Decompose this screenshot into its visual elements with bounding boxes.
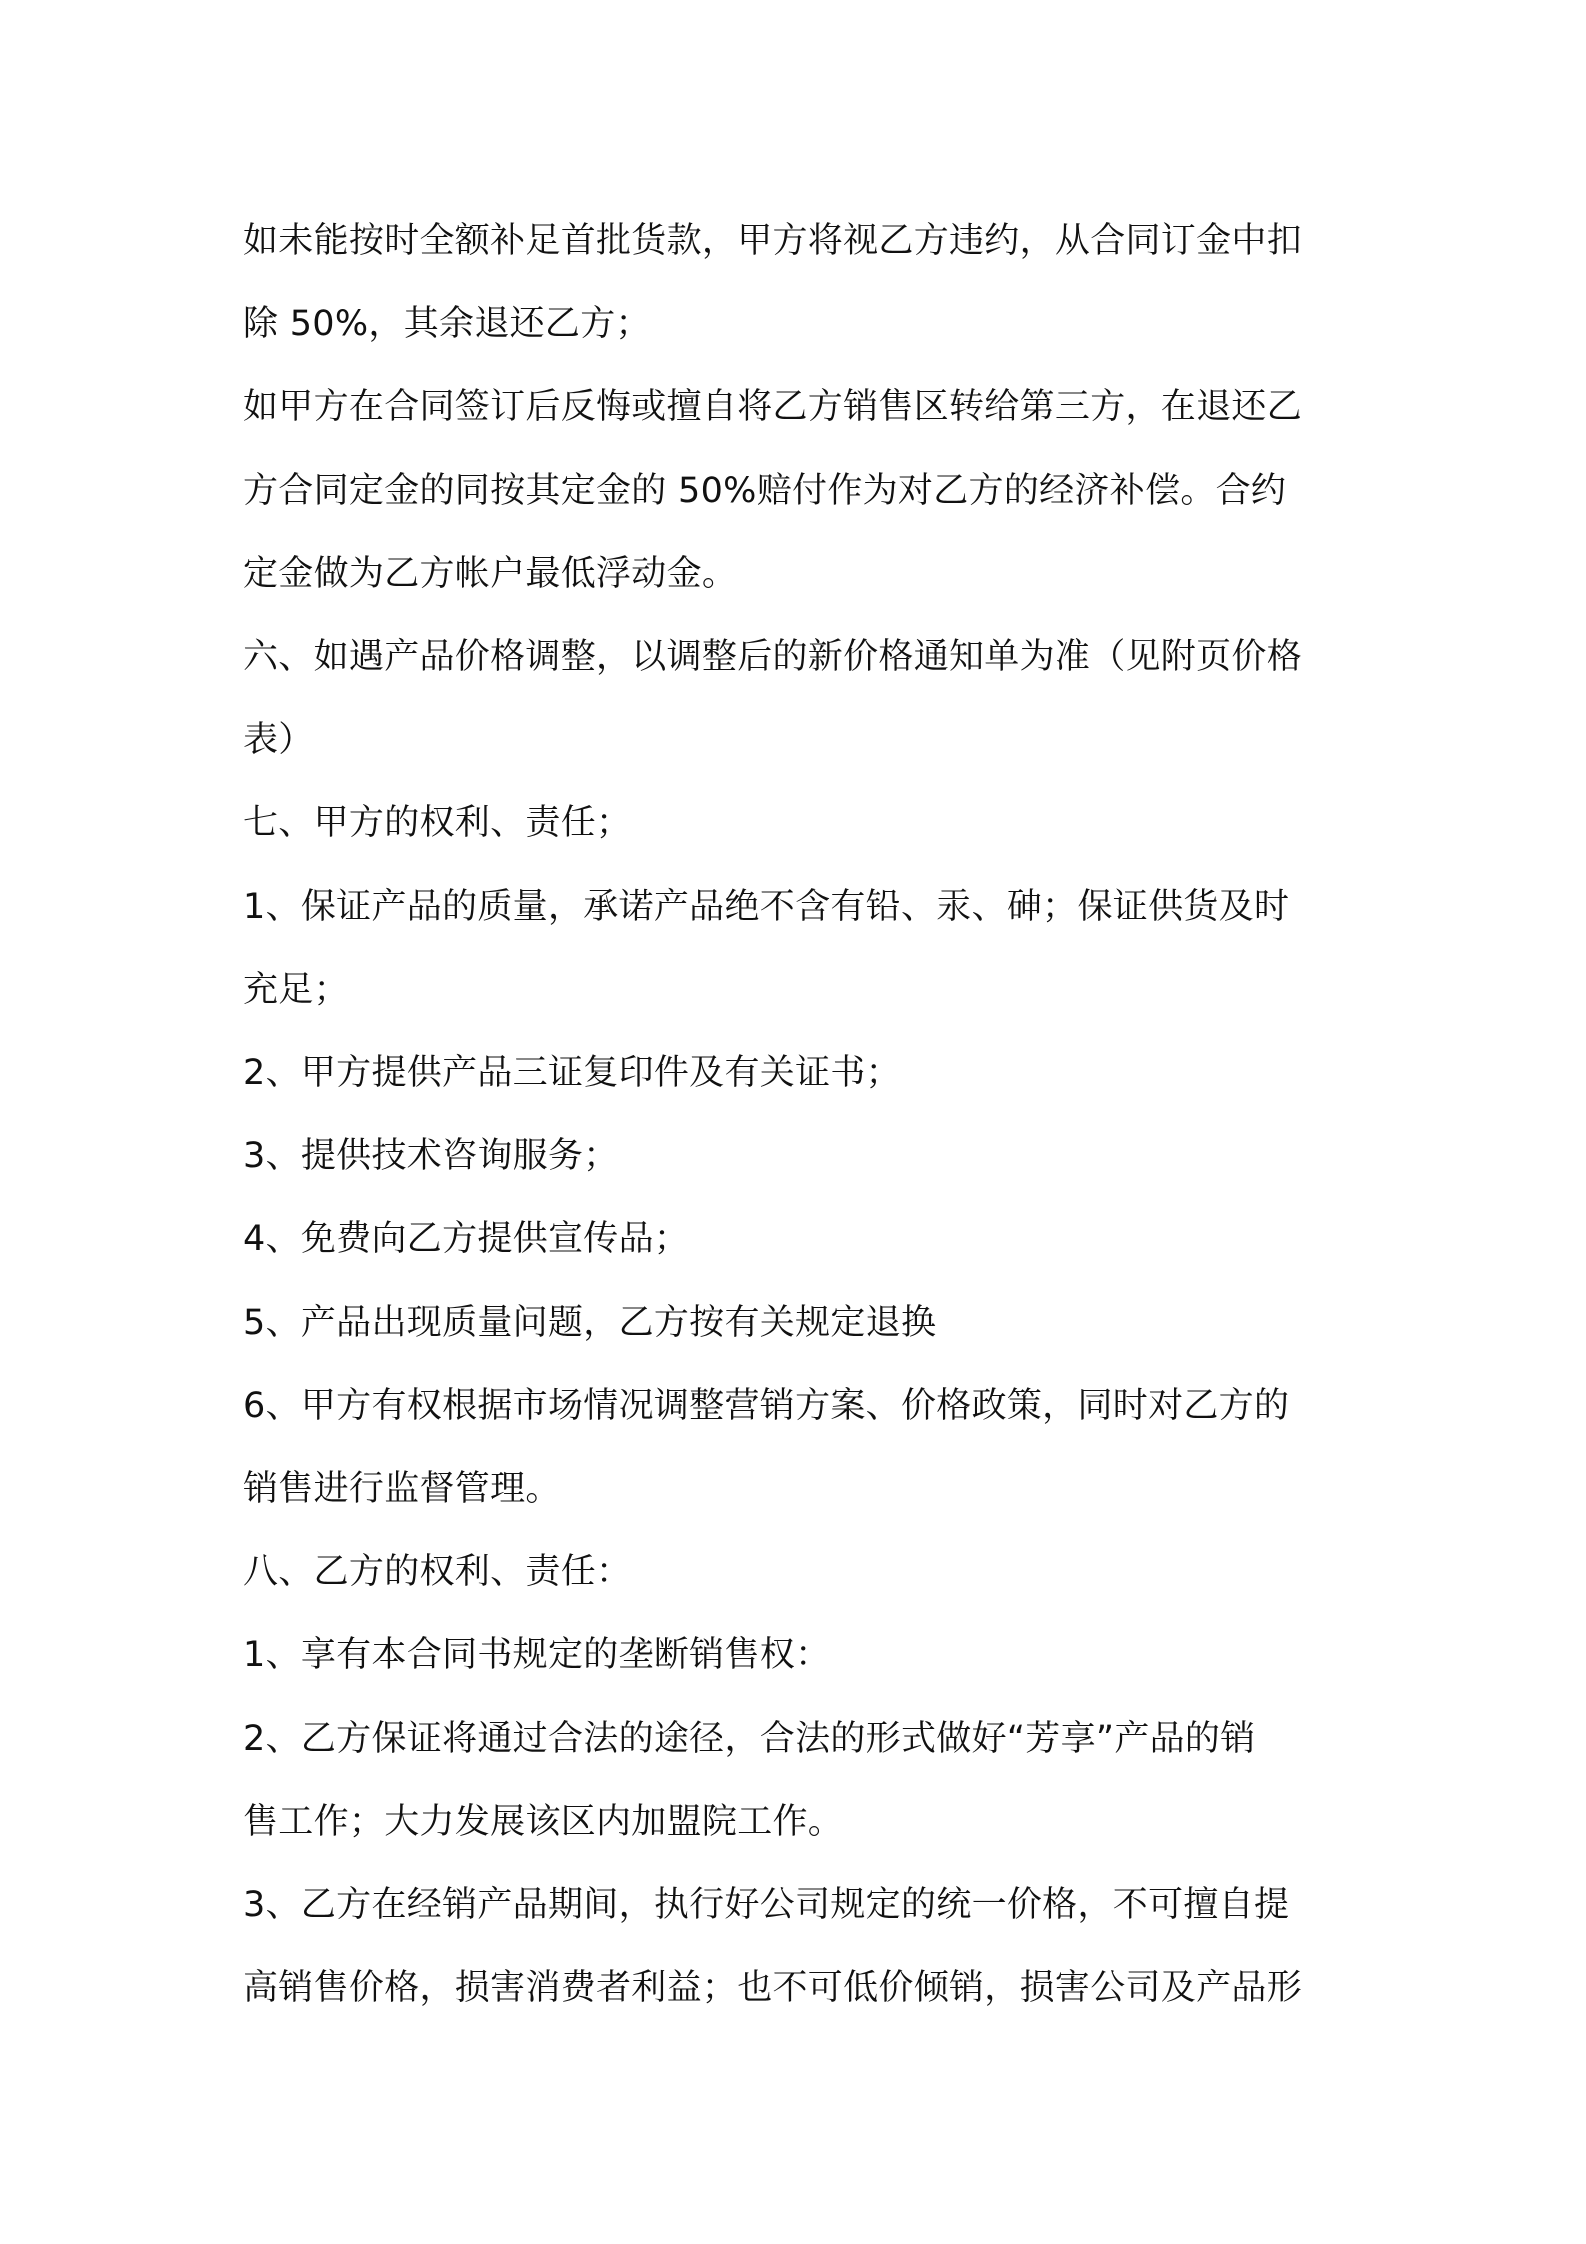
contract-text-body — [243, 200, 1363, 2030]
text-line-8: 七、甲方的权利、责任； — [243, 803, 632, 844]
text-line-16: 销售进行监督管理。 — [243, 1469, 561, 1510]
text-line-5: 定金做为乙方帐户最低浮动金。 — [243, 553, 738, 594]
text-line-11: 2、甲方提供产品三证复印件及有关证书； — [243, 1053, 901, 1094]
text-line-15: 6、甲方有权根据市场情况调整营销方案、价格政策，同时对乙方的 — [243, 1385, 1290, 1426]
text-line-2: 除 50%，其余退还乙方； — [243, 304, 651, 345]
text-line-12: 3、提供技术咨询服务； — [243, 1136, 619, 1177]
text-line-10: 充足； — [243, 969, 349, 1010]
text-line-22: 高销售价格，损害消费者利益；也不可低价倾销，损害公司及产品形 — [243, 1968, 1303, 2009]
text-line-17: 八、乙方的权利、责任： — [243, 1552, 632, 1593]
text-line-14: 5、产品出现质量问题，乙方按有关规定退换 — [243, 1302, 937, 1343]
text-line-19: 2、乙方保证将通过合法的途径，合法的形式做好“芳享”产品的销 — [243, 1718, 1256, 1759]
text-line-21: 3、乙方在经销产品期间，执行好公司规定的统一价格，不可擅自提 — [243, 1885, 1290, 1926]
text-line-3: 如甲方在合同签订后反悔或擅自将乙方销售区转给第三方，在退还乙 — [243, 387, 1303, 428]
text-line-1: 如未能按时全额补足首批货款，甲方将视乙方违约，从合同订金中扣 — [243, 221, 1303, 261]
text-line-7: 表） — [243, 720, 314, 761]
text-line-6: 六、如遇产品价格调整，以调整后的新价格通知单为准（见附页价格 — [243, 637, 1303, 678]
text-line-20: 售工作；大力发展该区内加盟院工作。 — [243, 1801, 844, 1842]
text-line-9: 1、保证产品的质量，承诺产品绝不含有铅、汞、砷；保证供货及时 — [243, 886, 1290, 927]
text-line-4: 方合同定金的同按其定金的 50%赔付作为对乙方的经济补偿。合约 — [243, 470, 1287, 511]
text-line-13: 4、免费向乙方提供宣传品； — [243, 1219, 690, 1260]
text-line-18: 1、享有本合同书规定的垄断销售权： — [243, 1635, 831, 1676]
